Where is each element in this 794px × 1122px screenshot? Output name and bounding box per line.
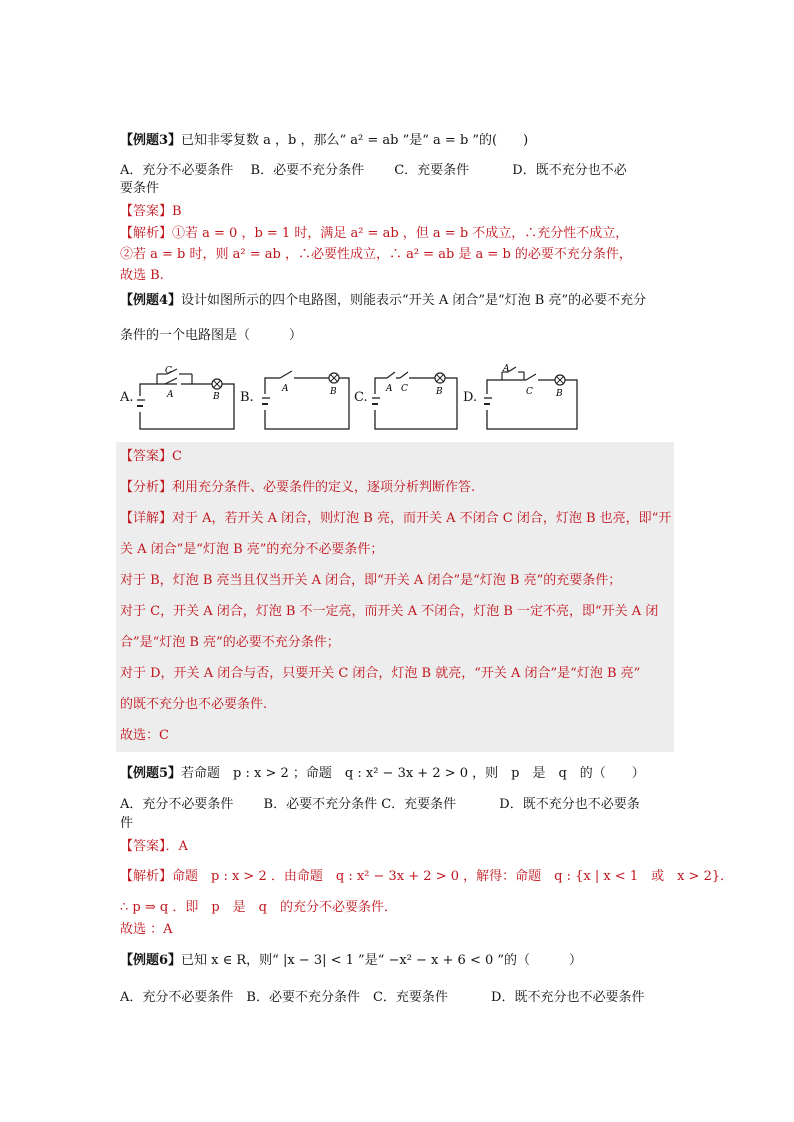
circuit-option-d-label: D.	[463, 390, 478, 405]
circuit-c-label-c: C	[401, 384, 408, 394]
circuit-a-label-c: C	[165, 366, 172, 376]
example-4-detail-line2: 关 A 闭合”是“灯泡 B 亮”的充分不必要条件；	[120, 542, 384, 557]
example-5-options-line1: A．充分不必要条件 B．必要不充分条件 C．充要条件 D．既不充分也不必要条	[120, 797, 640, 812]
example-4-detail-line1: 【详解】对于 A，若开关 A 闭合，则灯泡 B 亮，而开关 A 不闭合 C 闭合，灯泡 B 也亮，即“开	[120, 511, 672, 526]
circuit-diagram-d	[484, 364, 580, 432]
example-6-title: 【例题6】	[120, 953, 182, 968]
example-3-analysis-line2: ②若 a = b 时，则 a² = ab ，∴必要性成立，∴ a² = ab 是 a = b 的必要不充分条件，	[120, 247, 632, 262]
circuit-d-label-b: B	[556, 389, 563, 399]
example-3-question: 已知非零复数 a ，b ，那么“ a² = ab ”是“ a = b ”的( )	[181, 133, 529, 148]
circuit-diagram-a	[137, 364, 237, 432]
circuit-c-label-a: A	[386, 384, 393, 394]
example-4-title: 【例题4】	[120, 293, 182, 308]
example-3-options-line2: 要条件	[120, 181, 160, 196]
example-3-answer: 【答案】B	[120, 204, 182, 219]
example-3-analysis-line1: 【解析】①若 a = 0 ，b = 1 时，满足 a² = ab ，但 a = b 不成立，∴充分性不成立，	[120, 226, 629, 241]
example-4-detail-line7: 的既不充分也不必要条件.	[120, 697, 268, 712]
circuit-option-c-label: C.	[354, 390, 368, 405]
example-5-options-line2: 件	[120, 816, 134, 831]
circuit-option-b-label: B.	[240, 390, 254, 405]
example-3-analysis-line3: 故选 B.	[120, 268, 164, 283]
example-4-detail-line5: 合”是“灯泡 B 亮”的必要不充分条件；	[120, 635, 340, 650]
circuit-diagram-c	[372, 364, 460, 432]
circuit-d-label-c: C	[526, 387, 533, 397]
circuit-d-label-a: A	[503, 364, 510, 374]
example-5-analysis-line3: 故选 ：A	[120, 922, 173, 937]
example-3-stem	[120, 132, 528, 150]
example-6-question: 已知 x ∈ R，则“ |x − 3| < 1 ”是“ −x² − x + 6 < 0 ”的（ ）	[181, 953, 583, 968]
example-4-question: 设计如图所示的四个电路图，则能表示“开关 A 闭合”是“灯泡 B 亮”的必要不充分	[181, 293, 647, 308]
example-5-answer: 【答案】．A	[120, 839, 188, 854]
circuit-a-label-b: B	[213, 392, 220, 402]
example-6-options: A．充分不必要条件 B．必要不充分条件 C．充要条件 D．既不充分也不必要条件	[120, 990, 645, 1005]
example-5-title: 【例题5】	[120, 766, 182, 781]
example-4-answer: 【答案】C	[120, 449, 182, 464]
circuit-b-label-a: A	[282, 384, 289, 394]
example-5-question: 若命题 p : x > 2 ；命题 q : x² − 3x + 2 > 0 ，则 p 是 q 的（ ）	[181, 766, 645, 781]
example-6-stem	[120, 952, 582, 970]
example-4-stem-line2: 条件的一个电路图是（ ）	[120, 328, 303, 343]
example-4-detail-line3: 对于 B，灯泡 B 亮当且仅当开关 A 闭合，即“开关 A 闭合”是“灯泡 B 亮”的充要条件；	[120, 573, 622, 588]
example-4-choose: 故选：C	[120, 728, 169, 743]
circuit-c-label-b: B	[436, 387, 443, 397]
example-4-detail-line4: 对于 C，开关 A 闭合，灯泡 B 不一定亮，而开关 A 不闭合，灯泡 B 一定不亮，即“开关 A 闭	[120, 604, 659, 619]
circuit-b-label-b: B	[330, 387, 337, 397]
example-4-stem-line1	[120, 292, 646, 310]
example-4-detail-line6: 对于 D，开关 A 闭合与否，只要开关 C 闭合，灯泡 B 就亮，“开关 A 闭合”是“灯泡 B 亮”	[120, 666, 641, 681]
example-3-options-line1: A．充分不必要条件 B．必要不充分条件 C．充要条件 D．既不充分也不必	[120, 163, 627, 178]
example-5-analysis-line1: 【解析】命题 p : x > 2 ．由命题 q : x² − 3x + 2 > 0 ，解得：命题 q : {x | x < 1 或 x > 2}．	[120, 869, 734, 884]
example-4-analysis: 【分析】利用充分条件、必要条件的定义，逐项分析判断作答.	[120, 480, 476, 495]
circuit-option-a-label: A.	[120, 390, 134, 405]
circuit-diagram-b	[262, 364, 352, 432]
example-3-title: 【例题3】	[120, 133, 182, 148]
example-5-stem	[120, 765, 645, 783]
circuit-a-label-a: A	[167, 390, 174, 400]
example-5-analysis-line2: ∴ p ⇒ q ．即 p 是 q 的充分不必要条件．	[120, 900, 397, 915]
